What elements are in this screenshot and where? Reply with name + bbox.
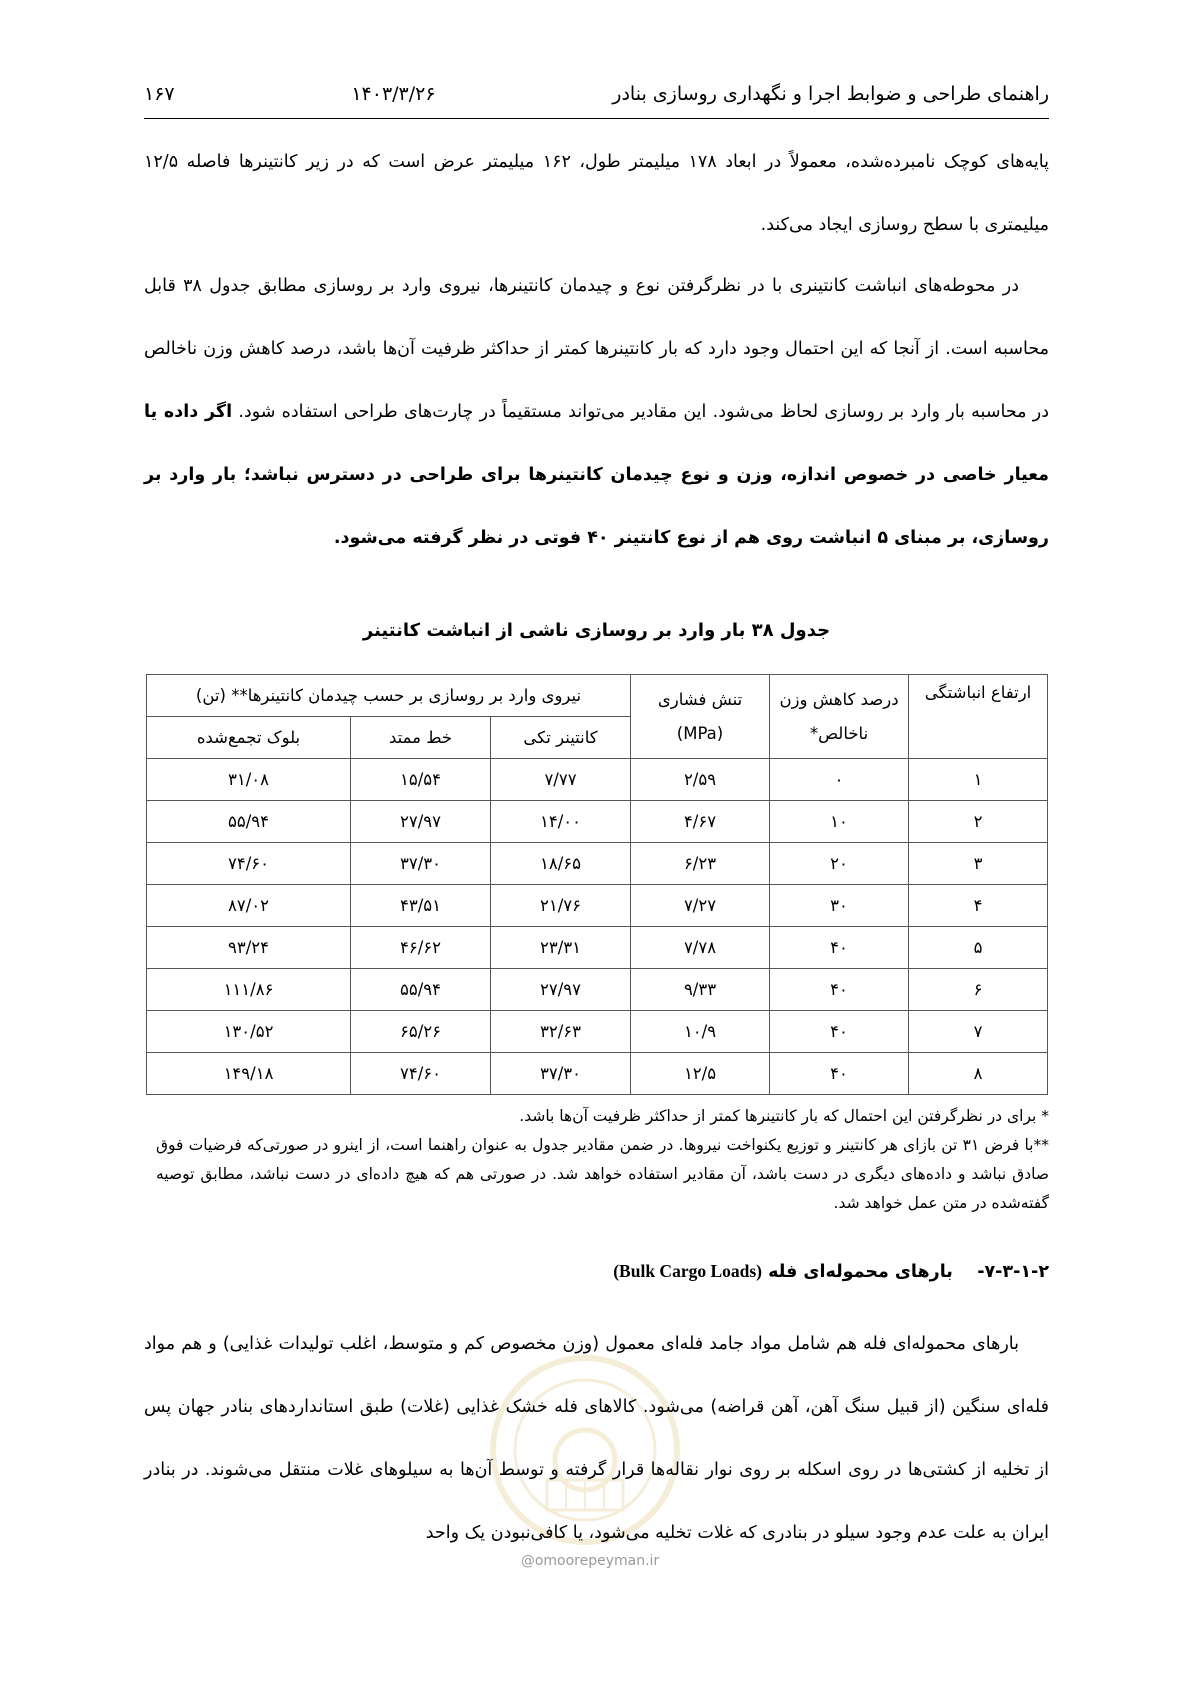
table-cell: ۹/۳۳ [631,969,770,1011]
section-heading [144,1261,1049,1282]
paragraph-1: پایه‌های کوچک نامبرده‌شده، معمولاً در ابعاد ۱۷۸ میلیمتر طول، ۱۶۲ میلیمتر عرض است که در زیر کانتینرها فاصله ۱۲/۵ میلیمتری با سطح روسازی ایجاد می‌کند. [144,152,1049,235]
header-line: خط ممتد [351,717,491,759]
table-row [147,969,1048,1011]
header-block: بلوک تجمع‌شده [147,717,351,759]
table-cell: ۱۰ [770,801,909,843]
note-2: **با فرض ۳۱ تن بازای هر کانتینر و توزیع یکنواخت نیروها. در ضمن مقادیر جدول به عنوان راهنما است، از اینرو در صورتی‌که فرضیات فوق صادق نباشد و داده‌های دیگری در دست باشد، آن مقادیر استفاده خواهد شد. در صورتی هم که هیچ داده‌ای در دست نباشد، مطابق توصیه گفته‌شده در متن عمل خواهد شد. [156,1136,1050,1212]
header-stack-height: ارتفاع انباشتگی [909,675,1048,759]
table-cell: ۲۰ [770,843,909,885]
table-cell: ۱۴/۰۰ [491,801,631,843]
table-cell: ۱ [909,759,1048,801]
page-header [144,78,1049,110]
table-cell: ۲۷/۹۷ [491,969,631,1011]
table-cell: ۴۳/۵۱ [351,885,491,927]
table-row [147,1053,1048,1095]
table-cell: ۸۷/۰۲ [147,885,351,927]
header-single: کانتینر تکی [491,717,631,759]
table-cell: ۷/۷۸ [631,927,770,969]
section-english-title: (Bulk Cargo Loads) [613,1261,763,1281]
container-load-table [146,674,1048,1095]
header-force-group: نیروی وارد بر روسازی بر حسب چیدمان کانتینرها** (تن) [147,675,631,717]
table-row [147,843,1048,885]
header-rule [144,118,1049,119]
header-pressure-unit: (MPa) [676,723,724,743]
header-pressure-label: تنش فشاری [657,689,743,709]
header-weight-reduction: درصد کاهش وزن ناخالص* [770,675,909,759]
table-cell: ۷ [909,1011,1048,1053]
note-1: * برای در نظرگرفتن این احتمال که بار کانتینرها کمتر از حداکثر ظرفیت آن‌ها باشد. [519,1107,1049,1125]
table-cell: ۳۰ [770,885,909,927]
table-cell: ۲۳/۳۱ [491,927,631,969]
table-caption: جدول ۳۸ بار وارد بر روسازی ناشی از انباشت کانتینر [362,620,831,641]
table-body [147,759,1048,1095]
table-cell: ۱۴۹/۱۸ [147,1053,351,1095]
table-cell: ۱۳۰/۵۲ [147,1011,351,1053]
paragraph-2-bold: اگر داده یا معیار خاصی در خصوص اندازه، وزن و نوع چیدمان کانتینرها برای طراحی در دسترس نباشد؛ بار وارد بر روسازی، بر مبنای ۵ انباشت روی هم از نوع کانتینر ۴۰ فوتی در نظر گرفته می‌شود. [144,402,1049,548]
table-cell: ۲۱/۷۶ [491,885,631,927]
table-cell: ۳۷/۳۰ [351,843,491,885]
paragraph-2 [144,255,1049,570]
paragraph-2-text: در محوطه‌های انباشت کانتینری با در نظرگرفتن نوع و چیدمان کانتینرها، نیروی وارد بر روسازی مطابق جدول ۳۸ قابل محاسبه است. از آنجا که این احتمال وجود دارد که بار کانتینرها کمتر از حداکثر ظرفیت آن‌ها باشد، درصد کاهش وزن ناخالص در محاسبه بار وارد بر روسازی لحاظ می‌شود. این مقادیر می‌تواند مستقیماً در چارت‌های طراحی استفاده شود. [144,276,1049,422]
header-pressure [631,675,770,759]
table-row [147,759,1048,801]
table-cell: ۳ [909,843,1048,885]
table-row [147,801,1048,843]
page-number: ۱۶۷ [144,83,175,105]
table-cell: ۳۷/۳۰ [491,1053,631,1095]
table-cell: ۴۶/۶۲ [351,927,491,969]
header-date: ۱۴۰۳/۳/۲۶ [351,83,436,105]
watermark-url: @omoorepeyman.ir [520,1553,660,1569]
table-cell: ۰ [770,759,909,801]
paragraph-3: بارهای محموله‌ای فله هم شامل مواد جامد فله‌ای معمول (وزن مخصوص کم و متوسط، اغلب تولیدات غذایی) و هم مواد فله‌ای سنگین (از قبیل سنگ آهن، آهن قراضه) می‌شود. کالاهای فله خشک غذایی (غلات) طبق استانداردهای بنادر جهان پس از تخلیه از کشتی‌ها در روی اسکله بر روی نوار نقاله‌ها قرار گرفته و توسط آن‌ها به سیلوهای غلات منتقل می‌شوند. در بنادر ایران به علت عدم وجود سیلو در بنادری که غلات تخلیه می‌شود، یا کافی‌نبودن یک واحد [144,1334,1049,1543]
table-cell: ۱۵/۵۴ [351,759,491,801]
table-cell: ۱۸/۶۵ [491,843,631,885]
table-row [147,1011,1048,1053]
table-cell: ۴/۶۷ [631,801,770,843]
table-cell: ۳۲/۶۳ [491,1011,631,1053]
table-cell: ۶۵/۲۶ [351,1011,491,1053]
table-cell: ۲۷/۹۷ [351,801,491,843]
table-cell: ۲/۵۹ [631,759,770,801]
table-cell: ۱۲/۵ [631,1053,770,1095]
table-cell: ۹۳/۲۴ [147,927,351,969]
table-cell: ۷/۲۷ [631,885,770,927]
table-cell: ۲ [909,801,1048,843]
table-cell: ۴۰ [770,1053,909,1095]
table-cell: ۷۴/۶۰ [351,1053,491,1095]
table-cell: ۴۰ [770,927,909,969]
section-title: بارهای محموله‌ای فله [768,1262,953,1282]
table-cell: ۴۰ [770,969,909,1011]
table-cell: ۱۰/۹ [631,1011,770,1053]
header-title: راهنمای طراحی و ضوابط اجرا و نگهداری روسازی بنادر [612,83,1049,105]
table-cell: ۱۱۱/۸۶ [147,969,351,1011]
table-cell: ۷/۷۷ [491,759,631,801]
table-cell: ۵۵/۹۴ [351,969,491,1011]
table-cell: ۴۰ [770,1011,909,1053]
table-cell: ۵ [909,927,1048,969]
table-cell: ۶/۲۳ [631,843,770,885]
table-cell: ۵۵/۹۴ [147,801,351,843]
table-cell: ۸ [909,1053,1048,1095]
table-cell: ۷۴/۶۰ [147,843,351,885]
table-notes [156,1102,1049,1218]
section-number: ۷-۳-۱-۲- [977,1262,1049,1282]
table-cell: ۴ [909,885,1048,927]
table-row [147,885,1048,927]
table-cell: ۶ [909,969,1048,1011]
table-cell: ۳۱/۰۸ [147,759,351,801]
table-row [147,927,1048,969]
